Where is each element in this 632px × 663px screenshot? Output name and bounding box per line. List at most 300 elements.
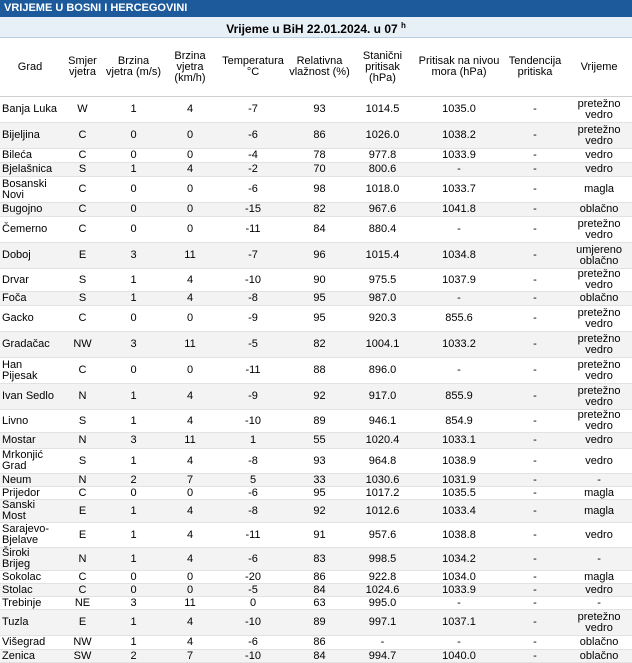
cell-brzina-kmh: 4 (162, 97, 218, 123)
cell-vlaznost: 95 (288, 306, 351, 332)
cell-stanicni-pritisak: 1015.4 (351, 243, 414, 269)
cell-brzina-ms: 3 (105, 433, 162, 449)
cell-stanicni-pritisak: 922.8 (351, 571, 414, 584)
cell-smjer-vjetra: SW (60, 650, 105, 663)
col-header-tendencija: Tendencija pritiska (504, 38, 566, 97)
cell-tendencija: - (504, 163, 566, 177)
cell-tendencija: - (504, 523, 566, 548)
cell-tendencija: - (504, 332, 566, 358)
cell-brzina-ms: 1 (105, 269, 162, 292)
table-row (0, 650, 632, 663)
cell-vrijeme: vedro (566, 163, 632, 177)
cell-smjer-vjetra: N (60, 384, 105, 410)
cell-smjer-vjetra: C (60, 177, 105, 203)
cell-brzina-kmh: 0 (162, 358, 218, 384)
cell-brzina-ms: 0 (105, 358, 162, 384)
cell-brzina-kmh: 0 (162, 217, 218, 243)
cell-brzina-kmh: 4 (162, 292, 218, 306)
cell-vrijeme: oblačno (566, 636, 632, 650)
cell-vrijeme: vedro (566, 523, 632, 548)
cell-pritisak-more: 1037.1 (414, 610, 504, 636)
cell-vlaznost: 86 (288, 123, 351, 149)
cell-brzina-kmh: 0 (162, 177, 218, 203)
cell-vlaznost: 93 (288, 449, 351, 474)
cell-stanicni-pritisak: 1014.5 (351, 97, 414, 123)
cell-brzina-ms: 0 (105, 571, 162, 584)
cell-stanicni-pritisak: 917.0 (351, 384, 414, 410)
table-row (0, 410, 632, 433)
cell-vrijeme: oblačno (566, 650, 632, 663)
table-row (0, 584, 632, 597)
cell-tendencija: - (504, 487, 566, 500)
cell-smjer-vjetra: S (60, 410, 105, 433)
cell-vlaznost: 84 (288, 650, 351, 663)
cell-vrijeme: pretežno vedro (566, 269, 632, 292)
cell-vrijeme: oblačno (566, 292, 632, 306)
cell-temperatura: -8 (218, 500, 288, 523)
cell-brzina-ms: 1 (105, 449, 162, 474)
cell-vrijeme: vedro (566, 433, 632, 449)
cell-stanicni-pritisak: 1030.6 (351, 474, 414, 487)
cell-vlaznost: 70 (288, 163, 351, 177)
cell-smjer-vjetra: N (60, 548, 105, 571)
col-header-temperatura: Temperatura °C (218, 38, 288, 97)
cell-pritisak-more: - (414, 217, 504, 243)
cell-tendencija: - (504, 410, 566, 433)
cell-vlaznost: 90 (288, 269, 351, 292)
cell-stanicni-pritisak: 957.6 (351, 523, 414, 548)
cell-stanicni-pritisak: 1024.6 (351, 584, 414, 597)
cell-stanicni-pritisak: 1026.0 (351, 123, 414, 149)
cell-smjer-vjetra: C (60, 149, 105, 163)
cell-temperatura: -6 (218, 548, 288, 571)
cell-brzina-kmh: 11 (162, 433, 218, 449)
cell-pritisak-more: 1041.8 (414, 203, 504, 217)
cell-vlaznost: 95 (288, 487, 351, 500)
table-row (0, 433, 632, 449)
cell-grad: Ivan Sedlo (0, 384, 60, 410)
table-row (0, 149, 632, 163)
cell-temperatura: -11 (218, 358, 288, 384)
cell-brzina-ms: 3 (105, 243, 162, 269)
cell-pritisak-more: 1034.0 (414, 571, 504, 584)
cell-tendencija: - (504, 306, 566, 332)
cell-temperatura: 0 (218, 597, 288, 610)
cell-pritisak-more: 1038.9 (414, 449, 504, 474)
cell-pritisak-more: 1038.8 (414, 523, 504, 548)
col-header-brzina-ms: Brzina vjetra (m/s) (105, 38, 162, 97)
cell-smjer-vjetra: C (60, 584, 105, 597)
cell-tendencija: - (504, 292, 566, 306)
cell-temperatura: -8 (218, 449, 288, 474)
cell-smjer-vjetra: C (60, 571, 105, 584)
cell-grad: Mrkonjić Grad (0, 449, 60, 474)
table-row (0, 571, 632, 584)
col-header-stanicni-pritisak: Stanični pritisak (hPa) (351, 38, 414, 97)
cell-brzina-ms: 2 (105, 650, 162, 663)
cell-vlaznost: 63 (288, 597, 351, 610)
cell-tendencija: - (504, 610, 566, 636)
cell-brzina-ms: 0 (105, 584, 162, 597)
cell-tendencija: - (504, 597, 566, 610)
table-row (0, 610, 632, 636)
cell-smjer-vjetra: E (60, 610, 105, 636)
weather-report (0, 17, 632, 663)
cell-vrijeme: magla (566, 177, 632, 203)
cell-vrijeme: - (566, 474, 632, 487)
cell-temperatura: -11 (218, 217, 288, 243)
cell-smjer-vjetra: C (60, 217, 105, 243)
cell-vlaznost: 93 (288, 97, 351, 123)
cell-vlaznost: 95 (288, 292, 351, 306)
cell-brzina-ms: 1 (105, 500, 162, 523)
table-row (0, 292, 632, 306)
cell-grad: Han Pijesak (0, 358, 60, 384)
cell-brzina-ms: 0 (105, 203, 162, 217)
table-caption (0, 17, 632, 38)
cell-brzina-ms: 1 (105, 548, 162, 571)
cell-stanicni-pritisak: 880.4 (351, 217, 414, 243)
cell-temperatura: -2 (218, 163, 288, 177)
cell-smjer-vjetra: S (60, 163, 105, 177)
cell-smjer-vjetra: S (60, 269, 105, 292)
cell-brzina-kmh: 4 (162, 410, 218, 433)
cell-brzina-ms: 0 (105, 487, 162, 500)
cell-vrijeme: pretežno vedro (566, 384, 632, 410)
cell-vrijeme: magla (566, 500, 632, 523)
caption-sup: h (401, 20, 406, 30)
cell-brzina-kmh: 0 (162, 584, 218, 597)
cell-temperatura: -5 (218, 332, 288, 358)
cell-tendencija: - (504, 571, 566, 584)
cell-temperatura: -6 (218, 487, 288, 500)
cell-tendencija: - (504, 548, 566, 571)
cell-vrijeme: - (566, 597, 632, 610)
cell-stanicni-pritisak: 920.3 (351, 306, 414, 332)
cell-stanicni-pritisak: 1017.2 (351, 487, 414, 500)
cell-brzina-kmh: 4 (162, 449, 218, 474)
cell-grad: Bosanski Novi (0, 177, 60, 203)
cell-brzina-kmh: 4 (162, 163, 218, 177)
cell-vrijeme: - (566, 548, 632, 571)
cell-brzina-kmh: 4 (162, 548, 218, 571)
cell-vlaznost: 82 (288, 203, 351, 217)
table-row (0, 358, 632, 384)
table-row (0, 487, 632, 500)
cell-brzina-kmh: 4 (162, 636, 218, 650)
cell-smjer-vjetra: C (60, 123, 105, 149)
cell-pritisak-more: 854.9 (414, 410, 504, 433)
caption-text: Vrijeme u BiH 22.01.2024. u 07 (226, 21, 398, 36)
cell-tendencija: - (504, 123, 566, 149)
cell-stanicni-pritisak: 946.1 (351, 410, 414, 433)
cell-pritisak-more: 1037.9 (414, 269, 504, 292)
table-row (0, 177, 632, 203)
cell-grad: Bileća (0, 149, 60, 163)
cell-vrijeme: vedro (566, 149, 632, 163)
cell-grad: Bjelašnica (0, 163, 60, 177)
cell-vlaznost: 86 (288, 636, 351, 650)
cell-pritisak-more: 1033.2 (414, 332, 504, 358)
cell-temperatura: -6 (218, 177, 288, 203)
cell-temperatura: -10 (218, 650, 288, 663)
cell-vrijeme: pretežno vedro (566, 306, 632, 332)
cell-smjer-vjetra: E (60, 500, 105, 523)
cell-smjer-vjetra: S (60, 292, 105, 306)
cell-brzina-kmh: 4 (162, 610, 218, 636)
cell-brzina-ms: 1 (105, 610, 162, 636)
cell-vlaznost: 89 (288, 410, 351, 433)
cell-pritisak-more: - (414, 597, 504, 610)
cell-vrijeme: pretežno vedro (566, 610, 632, 636)
cell-brzina-ms: 0 (105, 217, 162, 243)
col-header-vlaznost: Relativna vlažnost (%) (288, 38, 351, 97)
cell-brzina-kmh: 4 (162, 523, 218, 548)
header-row (0, 38, 632, 97)
cell-stanicni-pritisak: 896.0 (351, 358, 414, 384)
cell-brzina-kmh: 7 (162, 650, 218, 663)
cell-brzina-ms: 3 (105, 597, 162, 610)
cell-stanicni-pritisak: 998.5 (351, 548, 414, 571)
table-row (0, 306, 632, 332)
cell-brzina-ms: 0 (105, 149, 162, 163)
cell-brzina-ms: 1 (105, 410, 162, 433)
cell-tendencija: - (504, 269, 566, 292)
cell-brzina-kmh: 0 (162, 149, 218, 163)
cell-temperatura: -10 (218, 610, 288, 636)
cell-grad: Bugojno (0, 203, 60, 217)
table-row (0, 97, 632, 123)
cell-vlaznost: 92 (288, 500, 351, 523)
cell-stanicni-pritisak: 977.8 (351, 149, 414, 163)
cell-smjer-vjetra: NE (60, 597, 105, 610)
cell-vlaznost: 84 (288, 217, 351, 243)
cell-brzina-kmh: 4 (162, 269, 218, 292)
cell-stanicni-pritisak: 994.7 (351, 650, 414, 663)
cell-smjer-vjetra: C (60, 203, 105, 217)
cell-brzina-kmh: 11 (162, 332, 218, 358)
cell-vlaznost: 55 (288, 433, 351, 449)
cell-pritisak-more: 1040.0 (414, 650, 504, 663)
weather-table (0, 17, 632, 663)
cell-brzina-ms: 3 (105, 332, 162, 358)
cell-brzina-ms: 0 (105, 306, 162, 332)
cell-vlaznost: 82 (288, 332, 351, 358)
cell-smjer-vjetra: E (60, 243, 105, 269)
cell-pritisak-more: 1038.2 (414, 123, 504, 149)
cell-smjer-vjetra: NW (60, 332, 105, 358)
cell-pritisak-more: - (414, 292, 504, 306)
cell-grad: Stolac (0, 584, 60, 597)
cell-grad: Livno (0, 410, 60, 433)
cell-grad: Doboj (0, 243, 60, 269)
cell-grad: Zenica (0, 650, 60, 663)
cell-brzina-ms: 2 (105, 474, 162, 487)
cell-tendencija: - (504, 358, 566, 384)
table-row (0, 384, 632, 410)
cell-brzina-ms: 1 (105, 384, 162, 410)
cell-tendencija: - (504, 449, 566, 474)
cell-grad: Čemerno (0, 217, 60, 243)
cell-tendencija: - (504, 474, 566, 487)
cell-stanicni-pritisak: 1004.1 (351, 332, 414, 358)
cell-brzina-ms: 0 (105, 177, 162, 203)
cell-smjer-vjetra: N (60, 433, 105, 449)
table-row (0, 203, 632, 217)
cell-grad: Neum (0, 474, 60, 487)
cell-pritisak-more: 1033.1 (414, 433, 504, 449)
col-header-vrijeme: Vrijeme (566, 38, 632, 97)
cell-stanicni-pritisak: 987.0 (351, 292, 414, 306)
cell-pritisak-more: 1035.5 (414, 487, 504, 500)
cell-grad: Sanski Most (0, 500, 60, 523)
cell-brzina-ms: 1 (105, 97, 162, 123)
cell-vlaznost: 33 (288, 474, 351, 487)
cell-brzina-kmh: 4 (162, 384, 218, 410)
cell-vrijeme: umjereno oblačno (566, 243, 632, 269)
cell-tendencija: - (504, 243, 566, 269)
cell-brzina-ms: 1 (105, 636, 162, 650)
cell-stanicni-pritisak: 967.6 (351, 203, 414, 217)
cell-brzina-ms: 1 (105, 292, 162, 306)
table-row (0, 636, 632, 650)
cell-temperatura: -7 (218, 243, 288, 269)
table-row (0, 597, 632, 610)
cell-temperatura: -10 (218, 269, 288, 292)
cell-stanicni-pritisak: - (351, 636, 414, 650)
cell-stanicni-pritisak: 975.5 (351, 269, 414, 292)
cell-vlaznost: 92 (288, 384, 351, 410)
page-banner: VRIJEME U BOSNI I HERCEGOVINI (0, 0, 632, 17)
cell-vlaznost: 88 (288, 358, 351, 384)
cell-tendencija: - (504, 203, 566, 217)
cell-brzina-kmh: 0 (162, 306, 218, 332)
table-row (0, 163, 632, 177)
cell-stanicni-pritisak: 997.1 (351, 610, 414, 636)
cell-smjer-vjetra: E (60, 523, 105, 548)
cell-vrijeme: pretežno vedro (566, 123, 632, 149)
cell-temperatura: -9 (218, 384, 288, 410)
cell-vlaznost: 91 (288, 523, 351, 548)
cell-grad: Gacko (0, 306, 60, 332)
cell-grad: Drvar (0, 269, 60, 292)
col-header-smjer-vjetra: Smjer vjetra (60, 38, 105, 97)
cell-tendencija: - (504, 177, 566, 203)
table-row (0, 243, 632, 269)
cell-vlaznost: 78 (288, 149, 351, 163)
cell-vlaznost: 84 (288, 584, 351, 597)
cell-brzina-ms: 0 (105, 123, 162, 149)
cell-temperatura: -7 (218, 97, 288, 123)
cell-smjer-vjetra: NW (60, 636, 105, 650)
cell-temperatura: -6 (218, 636, 288, 650)
cell-pritisak-more: 1035.0 (414, 97, 504, 123)
cell-temperatura: -8 (218, 292, 288, 306)
cell-brzina-kmh: 0 (162, 203, 218, 217)
cell-vrijeme: vedro (566, 449, 632, 474)
cell-tendencija: - (504, 650, 566, 663)
cell-grad: Mostar (0, 433, 60, 449)
cell-grad: Prijedor (0, 487, 60, 500)
cell-temperatura: -9 (218, 306, 288, 332)
cell-brzina-ms: 1 (105, 523, 162, 548)
cell-brzina-kmh: 0 (162, 487, 218, 500)
cell-stanicni-pritisak: 800.6 (351, 163, 414, 177)
cell-brzina-kmh: 4 (162, 500, 218, 523)
cell-grad: Široki Brijeg (0, 548, 60, 571)
cell-vlaznost: 89 (288, 610, 351, 636)
cell-vlaznost: 83 (288, 548, 351, 571)
cell-pritisak-more: 1033.9 (414, 149, 504, 163)
cell-temperatura: -4 (218, 149, 288, 163)
table-row (0, 474, 632, 487)
cell-smjer-vjetra: S (60, 449, 105, 474)
cell-pritisak-more: 1034.2 (414, 548, 504, 571)
cell-tendencija: - (504, 500, 566, 523)
cell-grad: Bijeljina (0, 123, 60, 149)
cell-vrijeme: oblačno (566, 203, 632, 217)
table-row (0, 500, 632, 523)
cell-pritisak-more: 1033.4 (414, 500, 504, 523)
cell-pritisak-more: 855.9 (414, 384, 504, 410)
cell-tendencija: - (504, 149, 566, 163)
table-row (0, 548, 632, 571)
cell-temperatura: 1 (218, 433, 288, 449)
cell-brzina-kmh: 11 (162, 243, 218, 269)
table-row (0, 332, 632, 358)
cell-stanicni-pritisak: 1020.4 (351, 433, 414, 449)
cell-tendencija: - (504, 384, 566, 410)
cell-temperatura: -20 (218, 571, 288, 584)
cell-stanicni-pritisak: 995.0 (351, 597, 414, 610)
cell-grad: Trebinje (0, 597, 60, 610)
cell-stanicni-pritisak: 1012.6 (351, 500, 414, 523)
cell-pritisak-more: - (414, 163, 504, 177)
cell-vrijeme: pretežno vedro (566, 217, 632, 243)
col-header-brzina-kmh: Brzina vjetra (km/h) (162, 38, 218, 97)
cell-vrijeme: magla (566, 571, 632, 584)
cell-tendencija: - (504, 433, 566, 449)
cell-vrijeme: vedro (566, 584, 632, 597)
cell-pritisak-more: 1034.8 (414, 243, 504, 269)
cell-temperatura: -11 (218, 523, 288, 548)
cell-tendencija: - (504, 636, 566, 650)
cell-stanicni-pritisak: 964.8 (351, 449, 414, 474)
cell-grad: Foča (0, 292, 60, 306)
cell-pritisak-more: 1033.7 (414, 177, 504, 203)
cell-stanicni-pritisak: 1018.0 (351, 177, 414, 203)
cell-grad: Višegrad (0, 636, 60, 650)
cell-tendencija: - (504, 584, 566, 597)
cell-temperatura: -6 (218, 123, 288, 149)
cell-temperatura: -10 (218, 410, 288, 433)
cell-smjer-vjetra: W (60, 97, 105, 123)
cell-pritisak-more: 1031.9 (414, 474, 504, 487)
table-row (0, 523, 632, 548)
cell-vrijeme: pretežno vedro (566, 358, 632, 384)
cell-temperatura: -5 (218, 584, 288, 597)
cell-vlaznost: 96 (288, 243, 351, 269)
cell-smjer-vjetra: C (60, 358, 105, 384)
col-header-grad: Grad (0, 38, 60, 97)
cell-brzina-kmh: 0 (162, 123, 218, 149)
cell-pritisak-more: - (414, 636, 504, 650)
cell-brzina-kmh: 7 (162, 474, 218, 487)
cell-grad: Banja Luka (0, 97, 60, 123)
cell-grad: Tuzla (0, 610, 60, 636)
cell-vrijeme: magla (566, 487, 632, 500)
cell-grad: Sarajevo-Bjelave (0, 523, 60, 548)
